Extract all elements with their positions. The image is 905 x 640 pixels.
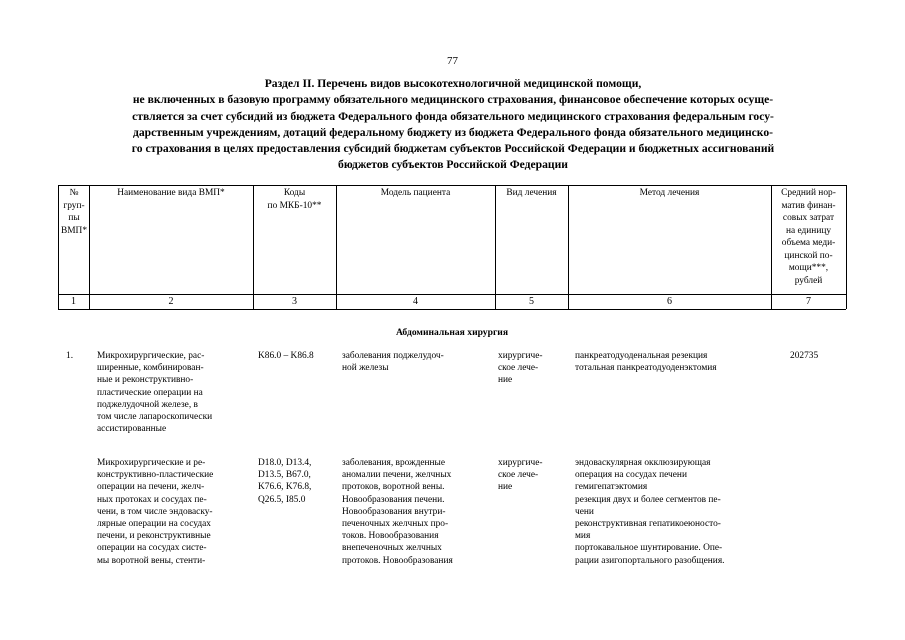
header-method: Метод лечения [639,188,700,198]
header-treatment: Вид лечения [506,188,557,198]
heading-line: ствляется за счет субсидий из бюджета Федерального фонда обязательного медицинского страхования федеральным госу- [132,109,774,123]
row-method: панкреатодуоденальная резекция тотальная панкреатодуоденэктомия [575,351,717,374]
page-number: 77 [447,55,458,67]
row-method: эндоваскулярная окклюзирующая операция на сосудах печени гемигепатэктомия резекция двух и более сегментов пе- чени реконструктивная гепатикоеюносто- мия портокавальное шунтирование. Опе- рации азигопортального разобщения. [575,458,725,566]
header-model: Модель пациента [380,188,451,198]
column-numbers-bottom-border [58,309,846,310]
column-number: 1 [71,296,76,307]
section-heading [58,76,848,174]
column-number: 4 [413,296,418,307]
row-cost: 202735 [790,351,819,361]
column-number: 7 [806,296,811,307]
header-name: Наименование вида ВМП* [117,188,225,198]
column-border [495,185,496,309]
row-treatment: хирургиче- ское лече- ние [498,458,543,493]
row-name: Микрохирургические, рас- ширенные, комбинирован- ные и реконструктивно- пластические операции на поджелудочной железе, в том числе лапароскопически ассистированные [97,351,213,435]
row-codes: K86.0 – K86.8 [258,351,314,361]
heading-line: дарственным учреждениям, дотаций федеральному бюджету из бюджета Федерального фонда обязательного медицинско- [132,125,773,139]
column-number: 2 [168,296,174,307]
table-top-border [58,185,846,186]
row-codes: D18.0, D13.4, D13.5, B67.0, K76.6, K76.8, Q26.5, I85.0 [258,458,312,505]
row-treatment: хирургиче- ское лече- ние [498,351,543,386]
heading-line: Раздел II. Перечень видов высокотехнологичной медицинской помощи, [264,77,642,90]
section-title: Абдоминальная хирургия [395,327,509,338]
heading-line: бюджетов субъектов Российской Федерации [338,158,568,172]
row-name: Микрохирургические и ре- конструктивно-пластические операции на печени, желч- ных протоках и сосудах пе- чени, в том числе эндоваску- лярные операции на сосудах печени, и реконструктивные операции на сосудах систе- мы воротной вены, стенти- [97,458,214,566]
header-group-number: № груп- пы ВМП* [60,188,88,236]
column-number: 6 [667,296,672,307]
column-border [846,185,847,309]
row-number: 1. [66,351,74,361]
column-number: 5 [529,296,534,307]
header-codes: Коды по МКБ-10** [267,188,322,211]
column-border [336,185,337,309]
column-border [568,185,569,309]
heading-line: го страхования в целях предоставления субсидий бюджетам субъектов Российской Федерации и бюджетных ассигнований [131,142,775,156]
row-model: заболевания поджелудоч- ной железы [342,351,444,374]
header-cost: Средний нор- матив финан- совых затрат на единицу объема меди- цинской по- мощи***, рублей [781,188,836,286]
column-number: 3 [292,296,297,307]
header-bottom-border [58,294,846,295]
heading-line: не включенных в базовую программу обязательного медицинского страхования, финансовое обеспечение которых осуще- [132,93,774,107]
row-model: заболевания, врожденные аномалии печени, желчных протоков, воротной вены. Новообразования печени. Новообразования внутри- печеночных желчных про- токов. Новообразования внепеченочных желчных протоков. Новообразования [342,458,453,566]
